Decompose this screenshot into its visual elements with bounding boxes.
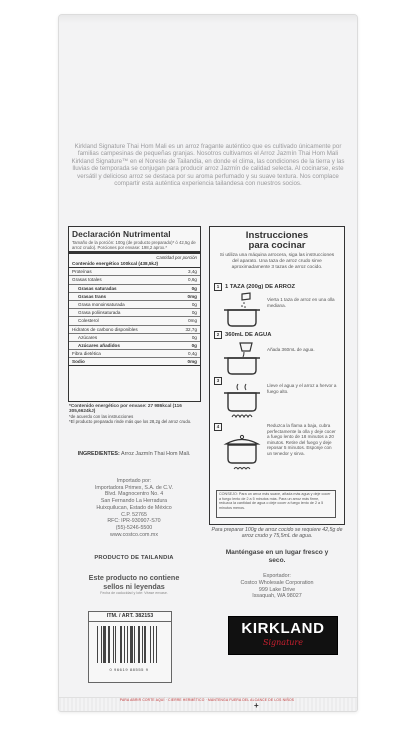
nutrient-row xyxy=(69,276,200,284)
pour-water-icon xyxy=(220,340,264,376)
nutrient-value: 32,7g xyxy=(185,326,197,332)
seal-strip-text: PARA ABRIR CORTE AQUÍ · CIERRE HERMÉTICO · MANTENGA FUERA DEL ALCANCE DE LOS NIÑOS xyxy=(119,698,295,702)
importer-line: (55)-5246-5500 xyxy=(115,524,153,531)
importer-line: C.P. 52765 xyxy=(121,511,147,518)
nutrient-value: 0g xyxy=(191,310,197,316)
nutrient-row xyxy=(69,301,200,309)
nutrient-value: 0mg xyxy=(187,293,197,299)
step-number: 3 xyxy=(214,377,222,385)
nutrient-rows xyxy=(69,268,200,366)
per-portion-label: Cantidad por porción xyxy=(156,255,197,260)
nutrient-value: 0g xyxy=(191,301,197,307)
importer-line: RFC: IPR-930907-S70 xyxy=(107,518,161,525)
brand-signature: Signature xyxy=(262,638,303,647)
footnote-instructions: *de acuerdo con las instrucciones xyxy=(69,413,134,419)
nutrient-value: 0mg xyxy=(188,318,197,324)
nutrient-label: Proteínas xyxy=(72,269,92,275)
ingredients-label: INGREDIENTES: xyxy=(77,451,120,457)
nutrient-row xyxy=(69,309,200,317)
importer-line: Huixquilucan, Estado de México xyxy=(96,504,172,511)
nutrient-label: Azúcares añadidos xyxy=(78,342,120,348)
nutrition-title: Declaración Nutrimental xyxy=(72,229,171,239)
covered-pot-icon xyxy=(220,431,264,471)
nutrient-label: Sodio xyxy=(72,359,85,365)
step-heading: 360mL DE AGUA xyxy=(225,332,272,338)
energy-row xyxy=(69,260,200,268)
boiling-pot-icon xyxy=(220,381,264,421)
intro-paragraph: Kirkland Signature Thai Hom Mali es un arroz fragante auténtico que es cultivado únicamente por familias campesinas de pequeñas granjas. Nosotros cultivamos el Arroz Jazmín Thai Hom Mali Kirkland Signature™ en el Noreste de Tailandia, en donde el clima, las condiciones de la tierra y las lluvias de temporada se conjugan para producir arroz Jazmín de calidad selecta. Al cocinarse, este versátil y delicioso arroz se destaca por su aroma perfumado y su suave textura. Nos complace compartir esta auténtica experiencia tailandesa con nuestros socios. xyxy=(71,143,345,188)
country-of-origin: PRODUCTO DE TAILANDIA xyxy=(94,555,174,561)
nutrition-footnotes xyxy=(69,403,201,425)
nutrient-value: 0mg xyxy=(187,359,197,365)
nutrient-value: 0g xyxy=(191,342,197,348)
nutrient-label: Grasas saturadas xyxy=(78,285,117,291)
nutrient-label: Colesterol xyxy=(78,318,99,324)
barcode-bar xyxy=(142,626,143,663)
step-text: Reduzca la flama a baja, cubra perfectamente la olla y deje cocer a fuego lento de 18 minutos a 20 minutos. Retire del fuego y deje reposar 5 minutos. Esponje con un tenedor y sirva. xyxy=(267,423,336,456)
nutrient-value: 0g xyxy=(191,285,197,291)
step-text: Lleve el agua y el arroz a hervor a fuego alto. xyxy=(267,383,337,394)
nutrient-row xyxy=(69,358,200,366)
nutrient-row xyxy=(69,268,200,276)
item-number-box xyxy=(88,611,172,683)
rice-bag-back-panel xyxy=(58,14,358,712)
nutrient-label: Grasa poliinsaturada xyxy=(78,310,121,316)
exporter-line: Exportador: xyxy=(263,573,291,579)
seals-line-2: sellos ni leyendas xyxy=(103,581,165,591)
item-number: ITM. / ART. 382153 xyxy=(89,612,171,622)
instructions-title: Instrucciones para cocinar xyxy=(245,230,309,251)
nutrient-value: 0g xyxy=(191,334,197,340)
step-number: 1 xyxy=(214,283,222,291)
cooking-instructions xyxy=(209,226,345,525)
energy-per-package: *Contenido energético por envase: 27 986kcal (116 305,6624kJ) xyxy=(69,403,182,414)
prep-note: Para preparar 100g de arroz cocido se requiere 42,5g de arroz crudo y 75,5mL de agua. xyxy=(211,527,343,540)
exporter-line: Issaquah, WA 98027 xyxy=(252,593,302,600)
exporter-info xyxy=(217,573,337,600)
nutrient-label: Grasa monoinsaturada xyxy=(78,301,125,307)
step-text: Añada 360mL de agua. xyxy=(267,347,315,352)
divider xyxy=(69,251,200,254)
importer-line: Blvd. Magnocentro No. 4 xyxy=(104,491,164,498)
instructions-lead: Si utiliza una máquina arrocera, siga las instrucciones del aparato. Una taza de arroz crudo sirve aproximadamente 3 tazas de arroz cocido. xyxy=(219,253,335,270)
nutrient-row xyxy=(69,326,200,334)
registration-mark-icon: + xyxy=(254,701,259,710)
barcode-bar xyxy=(156,626,157,663)
nutrient-label: Grasas trans xyxy=(78,293,107,299)
ingredients-text: Arroz Jazmín Thai Hom Mali. xyxy=(121,451,191,457)
nutrient-label: Grasas totales xyxy=(72,277,102,283)
brand-name: KIRKLAND xyxy=(241,620,325,637)
footnote-yield: *El producto preparado rinde más que los 28,2g del arroz crudo. xyxy=(69,419,192,425)
barcode xyxy=(95,626,163,672)
nutrient-label: Fibra dietética xyxy=(72,351,101,357)
nutrient-row xyxy=(69,350,200,358)
nutrient-value: 0,6g xyxy=(188,277,197,283)
barcode-bar xyxy=(115,626,116,663)
importer-line: Importado por: xyxy=(116,478,152,484)
barcode-bar xyxy=(97,626,98,663)
no-seals-notice xyxy=(73,574,195,596)
barcode-bar xyxy=(150,626,151,663)
seals-line-1: Este producto no contiene xyxy=(88,573,180,582)
importer-info xyxy=(75,478,193,538)
nutrition-facts-table xyxy=(68,226,201,402)
nutrient-row xyxy=(69,334,200,342)
ingredients xyxy=(73,451,195,458)
barcode-bar xyxy=(101,626,102,663)
kirkland-signature-logo xyxy=(228,616,338,655)
barcode-number: 0 96619 88555 9 xyxy=(109,667,149,672)
step-4 xyxy=(214,423,340,456)
barcode-bar xyxy=(108,626,110,663)
nutrient-row xyxy=(69,285,200,293)
barcode-bar xyxy=(134,626,135,663)
barcode-bar xyxy=(113,626,114,663)
nutrient-label: Hidratos de carbono disponibles xyxy=(72,326,138,332)
importer-line: Importadora Primex, S.A. de C.V. xyxy=(94,484,174,491)
barcode-bar xyxy=(138,626,140,663)
nutrient-row xyxy=(69,342,200,350)
step-2 xyxy=(214,331,340,352)
nutrient-row xyxy=(69,293,200,301)
step-3 xyxy=(214,377,340,394)
step-number: 2 xyxy=(214,331,222,339)
barcode-bar xyxy=(127,626,128,663)
lot-note: Fecha de caducidad y lote: Véase envase. xyxy=(100,591,168,596)
barcode-bar xyxy=(130,626,133,663)
barcode-bar xyxy=(153,626,155,663)
barcode-bar xyxy=(103,626,106,663)
cooking-tip: CONSEJO: Para un arroz más suave, añada más agua y deje cocer a fuego lento de 2 a 5 minutos más. Para un arroz más firme, reduzca la cantidad de agua o deje cocer a fuego lento de 2 a 5 minutos menos. xyxy=(216,490,336,518)
exporter-line: Costco Wholesale Corporation xyxy=(240,579,314,586)
nutrient-value: 3,4g xyxy=(188,269,197,275)
importer-line: San Fernando La Herradura xyxy=(100,498,168,505)
nutrient-label: Azúcares xyxy=(78,334,98,340)
storage-note: Manténgase en un lugar fresco y seco. xyxy=(225,549,329,564)
barcode-bar xyxy=(144,626,146,663)
exporter-line: 999 Lake Drive xyxy=(258,586,296,593)
pour-rice-icon xyxy=(220,292,264,328)
nutrient-value: 0,4g xyxy=(188,351,197,357)
barcode-bar xyxy=(124,626,125,663)
serving-size: Tamaño de la porción: 100g (de producto preparado)* ó 42,5g de arroz crudo). Porciones por envase: 198,2 aprox.* xyxy=(72,240,196,250)
importer-line: www.costco.com.mx xyxy=(110,531,158,538)
step-1 xyxy=(214,283,340,308)
step-number: 4 xyxy=(214,423,222,431)
step-text: Vierta 1 taza de arroz en una olla mediana. xyxy=(267,297,335,308)
energy-label: Contenido energético 100kcal (438,5kJ) xyxy=(72,261,159,266)
barcode-bar xyxy=(120,626,122,663)
nutrient-row xyxy=(69,317,200,325)
step-heading: 1 TAZA (200g) DE ARROZ xyxy=(225,284,295,290)
